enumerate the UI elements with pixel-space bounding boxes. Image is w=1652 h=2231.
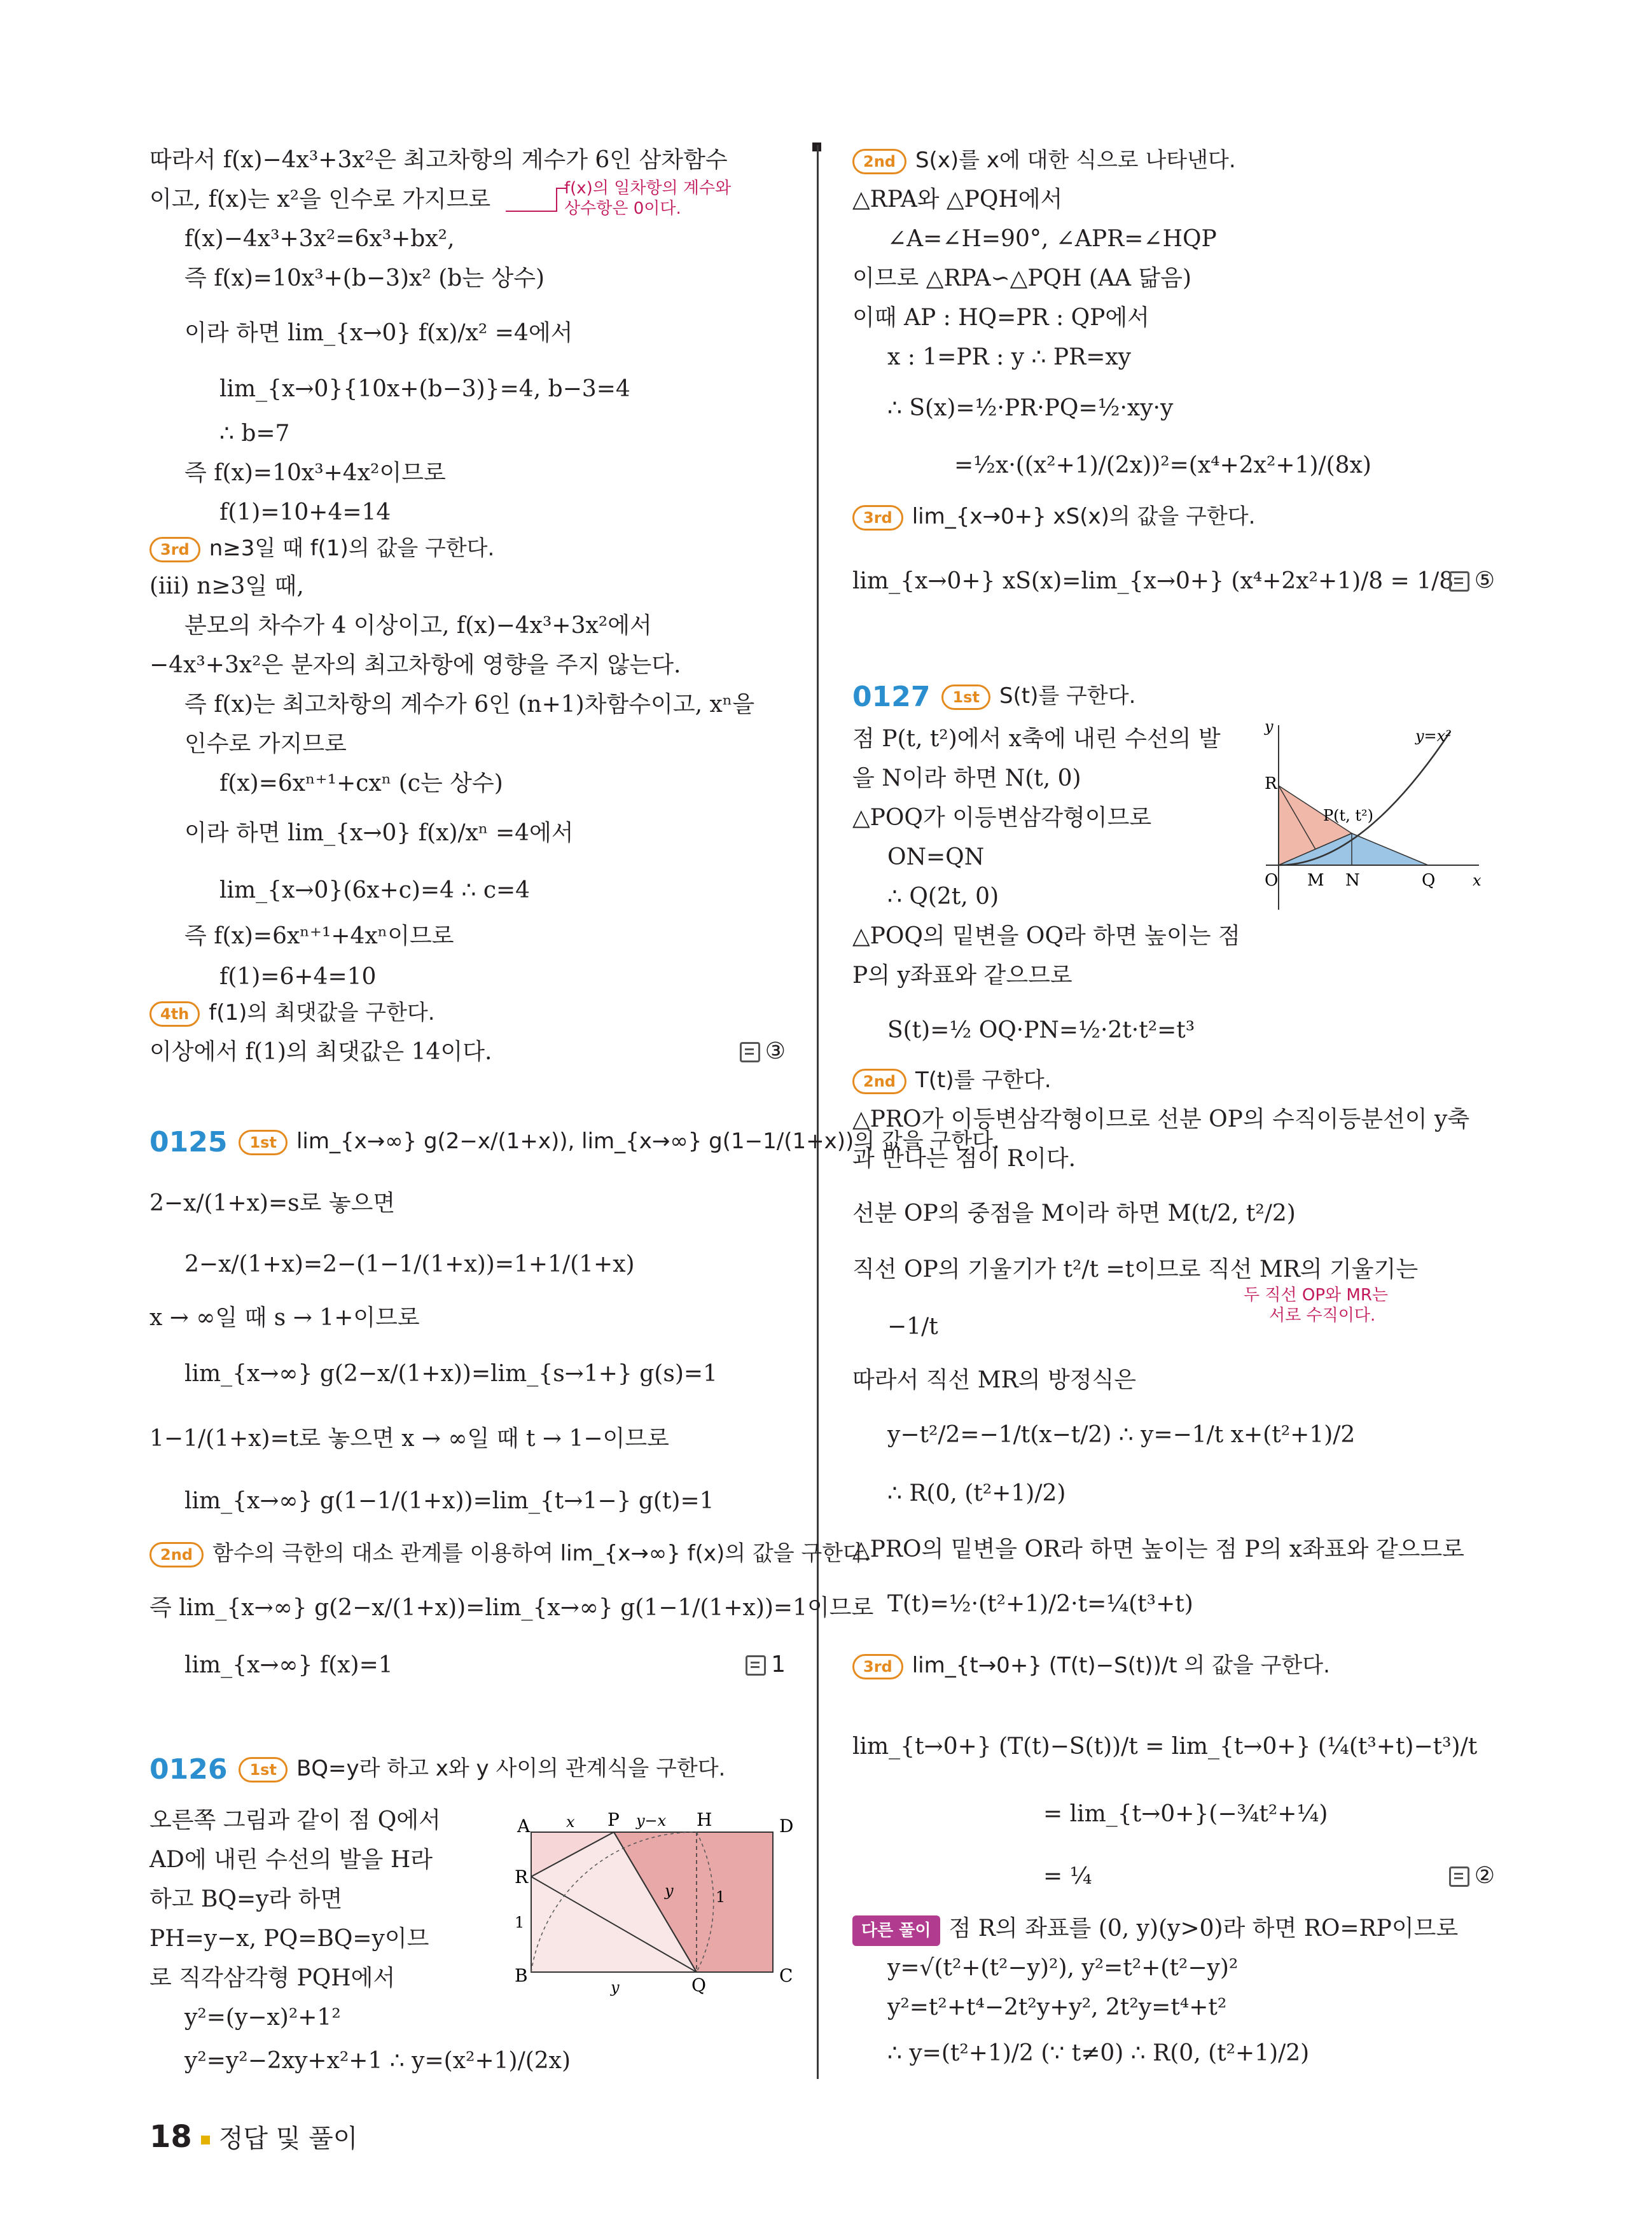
step-heading <box>852 1651 1330 1679</box>
equation: 즉 f(x)=6xⁿ⁺¹+4xⁿ이므로 <box>184 923 454 949</box>
equation: x : 1=PR : y ∴ PR=xy <box>887 344 1131 370</box>
problem-number: 0127 <box>852 681 931 713</box>
step-title: S(x)를 x에 대한 식으로 나타낸다. <box>915 148 1236 173</box>
figure-label: C <box>779 1965 793 1986</box>
text-line: AD에 내린 수선의 발을 H라 <box>149 1847 433 1873</box>
column-divider <box>817 145 819 2079</box>
problem-0127-heading <box>852 677 1135 716</box>
answer-icon <box>1449 571 1469 592</box>
equation: 즉 f(x)=10x³+(b−3)x² (b는 상수) <box>184 265 545 291</box>
figure-0126-rectangle <box>506 1800 798 2004</box>
text-line: 즉 f(x)는 최고차항의 계수가 6인 (n+1)차함수이고, xⁿ을 <box>184 692 755 718</box>
step-title: S(t)를 구한다. <box>999 683 1136 709</box>
text-line: △PRO가 이등변삼각형이므로 선분 OP의 수직이등분선이 y축 <box>852 1106 1470 1132</box>
equation: 즉 f(x)=10x³+4x²이므로 <box>184 460 446 486</box>
text-line: 로 직각삼각형 PQH에서 <box>149 1965 396 1991</box>
equation: T(t)=½·(t²+1)/2·t=¼(t³+t) <box>887 1591 1193 1617</box>
text-line: △POQ의 밑변을 OQ라 하면 높이는 점 <box>852 923 1240 949</box>
step-heading <box>149 1539 871 1567</box>
text-line: 이때 AP : HQ=PR : QP에서 <box>852 305 1149 331</box>
text-line: △PRO의 밑변을 OR라 하면 높이는 점 P의 x좌표와 같으므로 <box>852 1536 1464 1562</box>
figure-label: R <box>1265 774 1277 793</box>
equation: lim_{x→∞} g(2−x/(1+x))=lim_{s→1+} g(s)=1 <box>184 1361 718 1387</box>
step-badge: 3rd <box>852 1654 903 1679</box>
page-footer <box>149 2118 357 2155</box>
text-line: △RPA와 △PQH에서 <box>852 186 1063 212</box>
step-title: lim_{x→0+} xS(x)의 값을 구한다. <box>912 504 1256 529</box>
answer-icon <box>746 1655 766 1676</box>
answer-value: ③ <box>765 1038 786 1064</box>
step-title: f(1)의 최댓값을 구한다. <box>209 1000 435 1025</box>
text-line: 직선 OP의 기울기가 t²/t =t이므로 직선 MR의 기울기는 <box>852 1256 1419 1282</box>
equation: f(x)−4x³+3x²=6x³+bx², <box>184 226 455 252</box>
step-heading <box>852 146 1236 174</box>
answer-0124 <box>740 1038 786 1064</box>
step-title: n≥3일 때 f(1)의 값을 구한다. <box>209 536 495 561</box>
equation: y²=t²+t⁴−2t²y+y², 2t²y=t⁴+t² <box>887 1994 1227 2020</box>
side-note <box>1244 1285 1388 1326</box>
problem-number: 0126 <box>149 1753 228 1786</box>
step-title: T(t)를 구한다. <box>915 1067 1052 1093</box>
figure-label: B <box>515 1965 528 1986</box>
equation: ∴ y=(t²+1)/2 (∵ t≠0) ∴ R(0, (t²+1)/2) <box>887 2040 1310 2066</box>
step-badge: 1st <box>941 685 990 710</box>
step-title: BQ=y라 하고 x와 y 사이의 관계식을 구한다. <box>296 1756 726 1781</box>
equation: ∠A=∠H=90°, ∠APR=∠HQP <box>887 226 1217 252</box>
figure-label: P <box>607 1809 620 1830</box>
note-line: f(x)의 일차항의 계수와 <box>564 179 732 198</box>
answer-0125 <box>746 1651 786 1678</box>
footer-label: 정답 및 풀이 <box>218 2124 358 2153</box>
text-line: △POQ가 이등변삼각형이므로 <box>852 805 1152 831</box>
answer-value: ⑤ <box>1474 567 1495 594</box>
answer-icon <box>740 1042 760 1062</box>
figure-label: 1 <box>515 1914 525 1931</box>
equation: y²=(y−x)²+1² <box>184 2005 341 2031</box>
text-line: 인수로 가지므로 <box>184 731 347 757</box>
figure-0127-parabola <box>1260 719 1489 922</box>
step-badge: 2nd <box>149 1542 204 1567</box>
equation: lim_{x→0+} xS(x)=lim_{x→0+} (x⁴+2x²+1)/8 = 1/8 <box>852 568 1454 594</box>
page-number: 18 <box>149 2119 192 2155</box>
figure-label: x <box>566 1813 575 1831</box>
text-line: 이므로 △RPA∽△PQH (AA 닮음) <box>852 265 1191 291</box>
step-heading <box>852 503 1255 531</box>
equation: 2−x/(1+x)=2−(1−1/(1+x))=1+1/(1+x) <box>184 1251 635 1277</box>
equation: y²=y²−2xy+x²+1 ∴ y=(x²+1)/(2x) <box>184 2048 571 2074</box>
conclusion: 이상에서 f(1)의 최댓값은 14이다. <box>149 1039 492 1065</box>
equation: ∴ S(x)=½·PR·PQ=½·xy·y <box>887 395 1174 421</box>
text-line: 점 R의 좌표를 (0, y)(y>0)라 하면 RO=RP이므로 <box>948 1915 1459 1942</box>
figure-label: 1 <box>716 1888 726 1906</box>
figure-label: H <box>697 1809 712 1830</box>
equation: 이라 하면 lim_{x→0} f(x)/x² =4에서 <box>184 320 573 346</box>
equation: lim_{x→0}{10x+(b−3)}=4, b−3=4 <box>219 376 630 402</box>
figure-label: D <box>779 1816 794 1837</box>
equation: 2−x/(1+x)=s로 놓으면 <box>149 1190 396 1216</box>
equation: ON=QN <box>887 844 985 870</box>
equation: S(t)=½ OQ·PN=½·2t·t²=t³ <box>887 1017 1195 1043</box>
figure-label: M <box>1307 871 1324 890</box>
text-line: PH=y−x, PQ=BQ=y이므 <box>149 1926 429 1952</box>
note-line: 두 직선 OP와 MR는 <box>1244 1286 1389 1305</box>
equation: y−t²/2=−1/t(x−t/2) ∴ y=−1/t x+(t²+1)/2 <box>887 1422 1356 1448</box>
figure-label: N <box>1345 871 1360 890</box>
equation: f(1)=10+4=14 <box>219 499 391 525</box>
step-badge: 1st <box>239 1130 287 1155</box>
step-badge: 2nd <box>852 149 906 174</box>
answer-value: 1 <box>771 1651 786 1678</box>
equation: 이라 하면 lim_{x→0} f(x)/xⁿ =4에서 <box>184 820 574 846</box>
text-line: 선분 OP의 중점을 M이라 하면 M(t/2, t²/2) <box>852 1200 1296 1227</box>
text-line: x → ∞일 때 s → 1+이므로 <box>149 1305 420 1331</box>
text-line: 따라서 직선 MR의 방정식은 <box>852 1367 1137 1393</box>
problem-0126-heading <box>149 1749 725 1789</box>
equation: 1−1/(1+x)=t로 놓으면 x → ∞일 때 t → 1−이므로 <box>149 1426 669 1452</box>
figure-label: O <box>1265 871 1279 890</box>
text-line: 을 N이라 하면 N(t, 0) <box>852 765 1081 791</box>
figure-label: y <box>611 1978 620 1996</box>
equation: =½x·((x²+1)/(2x))²=(x⁴+2x²+1)/(8x) <box>954 452 1371 478</box>
answer-value: ② <box>1474 1863 1495 1889</box>
step-heading <box>852 1066 1052 1094</box>
footer-square-icon <box>201 2136 210 2144</box>
figure-label: Q <box>1422 871 1436 890</box>
side-note <box>564 178 731 219</box>
step-badge: 1st <box>239 1757 287 1783</box>
figure-label: y <box>1265 719 1274 735</box>
alt-solution-heading <box>852 1915 1458 1946</box>
answer-icon <box>1449 1866 1469 1887</box>
text-line: 하고 BQ=y라 하면 <box>149 1886 343 1912</box>
step-title: 함수의 극한의 대소 관계를 이용하여 lim_{x→∞} f(x)의 값을 구한다. <box>212 1541 871 1566</box>
figure-label: y <box>665 1882 674 1900</box>
step-title: lim_{t→0+} (T(t)−S(t))/t 의 값을 구한다. <box>912 1653 1330 1678</box>
figure-label: P(t, t²) <box>1323 807 1374 824</box>
figure-label: y−x <box>636 1812 667 1830</box>
note-line: 서로 수직이다. <box>1269 1306 1376 1325</box>
case-heading: (iii) n≥3일 때, <box>149 573 304 599</box>
equation: lim_{x→∞} g(1−1/(1+x))=lim_{t→1−} g(t)=1 <box>184 1488 714 1514</box>
equation: f(1)=6+4=10 <box>219 964 377 990</box>
text-line: −4x³+3x²은 분자의 최고차항에 영향을 주지 않는다. <box>149 652 681 678</box>
step-heading <box>149 999 435 1027</box>
figure-label: A <box>517 1816 531 1837</box>
equation: = lim_{t→0+}(−¾t²+¼) <box>1043 1801 1328 1827</box>
step-badge: 4th <box>149 1001 200 1027</box>
equation: −1/t <box>887 1314 938 1340</box>
equation: y=√(t²+(t²−y)²), y²=t²+(t²−y)² <box>887 1955 1239 1981</box>
answer-0126 <box>1449 567 1495 594</box>
equation: lim_{x→0}(6x+c)=4 ∴ c=4 <box>219 877 531 903</box>
text-line: 따라서 f(x)−4x³+3x²은 최고차항의 계수가 6인 삼차함수 <box>149 147 728 173</box>
step-heading <box>149 534 494 562</box>
text-line: 이고, f(x)는 x²을 인수로 가지므로 <box>149 186 491 212</box>
text-line: P의 y좌표와 같으므로 <box>852 963 1072 989</box>
problem-number: 0125 <box>149 1126 228 1158</box>
equation: 즉 lim_{x→∞} g(2−x/(1+x))=lim_{x→∞} g(1−1/(1+x))=1이므로 <box>149 1595 874 1621</box>
figure-label: R <box>515 1866 529 1887</box>
equation: ∴ b=7 <box>219 420 290 447</box>
text-line: 점 P(t, t²)에서 x축에 내린 수선의 발 <box>852 726 1221 752</box>
equation: lim_{t→0+} (T(t)−S(t))/t = lim_{t→0+} (¼(t³+t)−t³)/t <box>852 1734 1478 1760</box>
equation: f(x)=6xⁿ⁺¹+cxⁿ (c는 상수) <box>219 770 503 796</box>
step-badge: 3rd <box>852 505 903 531</box>
note-line: 상수항은 0이다. <box>564 199 681 218</box>
equation: ∴ R(0, (t²+1)/2) <box>887 1480 1066 1506</box>
text-line: 오른쪽 그림과 같이 점 Q에서 <box>149 1807 441 1833</box>
note-leader-line <box>506 186 569 218</box>
text-line: 과 만나는 점이 R이다. <box>852 1146 1076 1172</box>
step-badge: 2nd <box>852 1069 906 1094</box>
alt-solution-badge: 다른 풀이 <box>852 1915 940 1946</box>
step-badge: 3rd <box>149 537 200 562</box>
figure-label: y=x² <box>1415 727 1452 745</box>
figure-label: x <box>1473 872 1482 889</box>
equation: = ¼ <box>1043 1863 1092 1889</box>
text-line: 분모의 차수가 4 이상이고, f(x)−4x³+3x²에서 <box>184 613 652 639</box>
equation: lim_{x→∞} f(x)=1 <box>184 1652 393 1678</box>
step-title: lim_{x→∞} g(2−x/(1+x)), lim_{x→∞} g(1−1/(1+x))의 값을 구한다. <box>296 1129 1000 1154</box>
equation: ∴ Q(2t, 0) <box>887 884 999 910</box>
figure-label: Q <box>691 1975 706 1996</box>
answer-0127 <box>1449 1863 1495 1889</box>
